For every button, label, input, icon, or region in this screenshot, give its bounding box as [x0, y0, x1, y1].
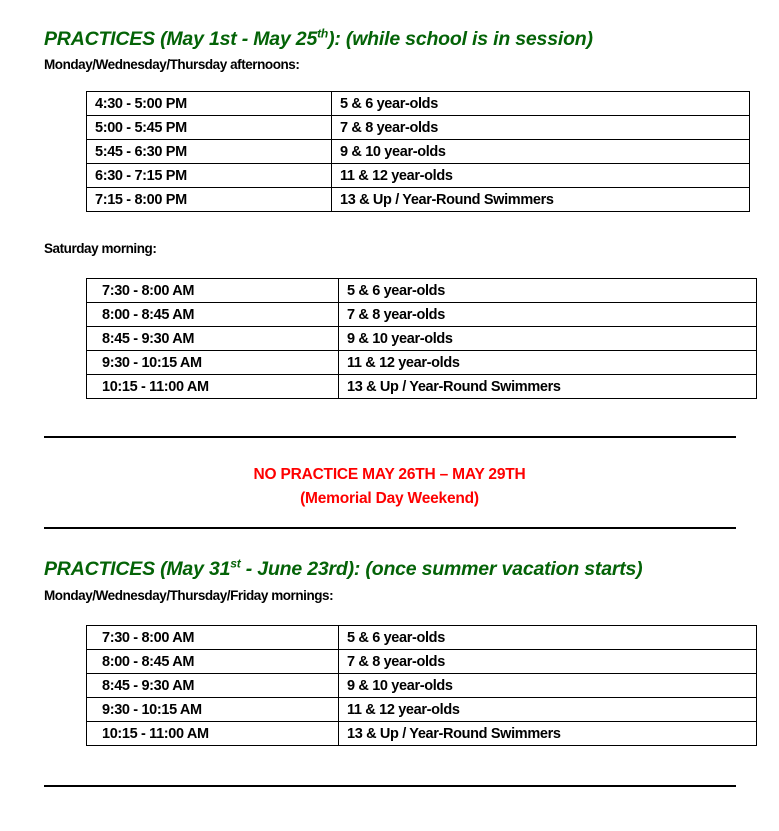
cell-group: 11 & 12 year-olds	[339, 698, 757, 722]
table-row	[87, 351, 757, 375]
no-practice-notice-line1: NO PRACTICE MAY 26TH – MAY 29TH	[253, 466, 526, 483]
spring-heading-suffix: ): (while school is in session)	[328, 28, 593, 50]
summer-weekday-label: Monday/Wednesday/Thursday/Friday mornings:	[44, 588, 334, 603]
cell-group: 5 & 6 year-olds	[339, 626, 757, 650]
spring-section-heading	[44, 28, 593, 51]
spring-weekday-label: Monday/Wednesday/Thursday afternoons:	[44, 57, 300, 72]
spring-saturday-schedule-table	[86, 278, 757, 399]
cell-group: 9 & 10 year-olds	[339, 327, 757, 351]
table-row	[87, 626, 757, 650]
table-row	[87, 164, 750, 188]
summer-weekday-schedule-table	[86, 625, 757, 746]
cell-time: 8:45 - 9:30 AM	[87, 674, 339, 698]
spring-heading-superscript: th	[317, 26, 329, 41]
table-row	[87, 92, 750, 116]
summer-heading-suffix: - June 23rd): (once summer vacation starts)	[240, 558, 643, 580]
cell-time: 10:15 - 11:00 AM	[87, 375, 339, 399]
cell-time: 9:30 - 10:15 AM	[87, 698, 339, 722]
cell-time: 6:30 - 7:15 PM	[87, 164, 332, 188]
table-row	[87, 279, 757, 303]
cell-time: 7:30 - 8:00 AM	[87, 626, 339, 650]
cell-group: 13 & Up / Year-Round Swimmers	[339, 722, 757, 746]
cell-time: 5:45 - 6:30 PM	[87, 140, 332, 164]
divider-bottom	[44, 785, 736, 787]
spring-heading-prefix: PRACTICES (May 1st - May 25	[44, 28, 318, 50]
cell-time: 10:15 - 11:00 AM	[87, 722, 339, 746]
cell-group: 13 & Up / Year-Round Swimmers	[332, 188, 750, 212]
cell-group: 7 & 8 year-olds	[332, 116, 750, 140]
table-row	[87, 674, 757, 698]
table-row	[87, 327, 757, 351]
cell-time: 8:45 - 9:30 AM	[87, 327, 339, 351]
cell-group: 11 & 12 year-olds	[339, 351, 757, 375]
spring-saturday-label: Saturday morning:	[44, 241, 157, 256]
table-row	[87, 650, 757, 674]
cell-group: 9 & 10 year-olds	[332, 140, 750, 164]
cell-time: 4:30 - 5:00 PM	[87, 92, 332, 116]
cell-time: 7:30 - 8:00 AM	[87, 279, 339, 303]
cell-time: 9:30 - 10:15 AM	[87, 351, 339, 375]
cell-time: 8:00 - 8:45 AM	[87, 650, 339, 674]
cell-time: 5:00 - 5:45 PM	[87, 116, 332, 140]
cell-time: 8:00 - 8:45 AM	[87, 303, 339, 327]
summer-section-heading	[44, 558, 642, 581]
summer-heading-superscript: st	[230, 556, 241, 571]
spring-weekday-schedule-table	[86, 91, 750, 212]
table-row	[87, 375, 757, 399]
no-practice-notice-line2: (Memorial Day Weekend)	[300, 490, 479, 507]
table-row	[87, 188, 750, 212]
cell-group: 7 & 8 year-olds	[339, 303, 757, 327]
table-row	[87, 140, 750, 164]
cell-group: 9 & 10 year-olds	[339, 674, 757, 698]
cell-group: 5 & 6 year-olds	[339, 279, 757, 303]
cell-group: 7 & 8 year-olds	[339, 650, 757, 674]
cell-time: 7:15 - 8:00 PM	[87, 188, 332, 212]
divider-above-notice	[44, 436, 736, 438]
divider-below-notice	[44, 527, 736, 529]
summer-heading-prefix: PRACTICES (May 31	[44, 558, 231, 580]
table-row	[87, 303, 757, 327]
table-row	[87, 698, 757, 722]
cell-group: 5 & 6 year-olds	[332, 92, 750, 116]
table-row	[87, 722, 757, 746]
cell-group: 11 & 12 year-olds	[332, 164, 750, 188]
cell-group: 13 & Up / Year-Round Swimmers	[339, 375, 757, 399]
table-row	[87, 116, 750, 140]
